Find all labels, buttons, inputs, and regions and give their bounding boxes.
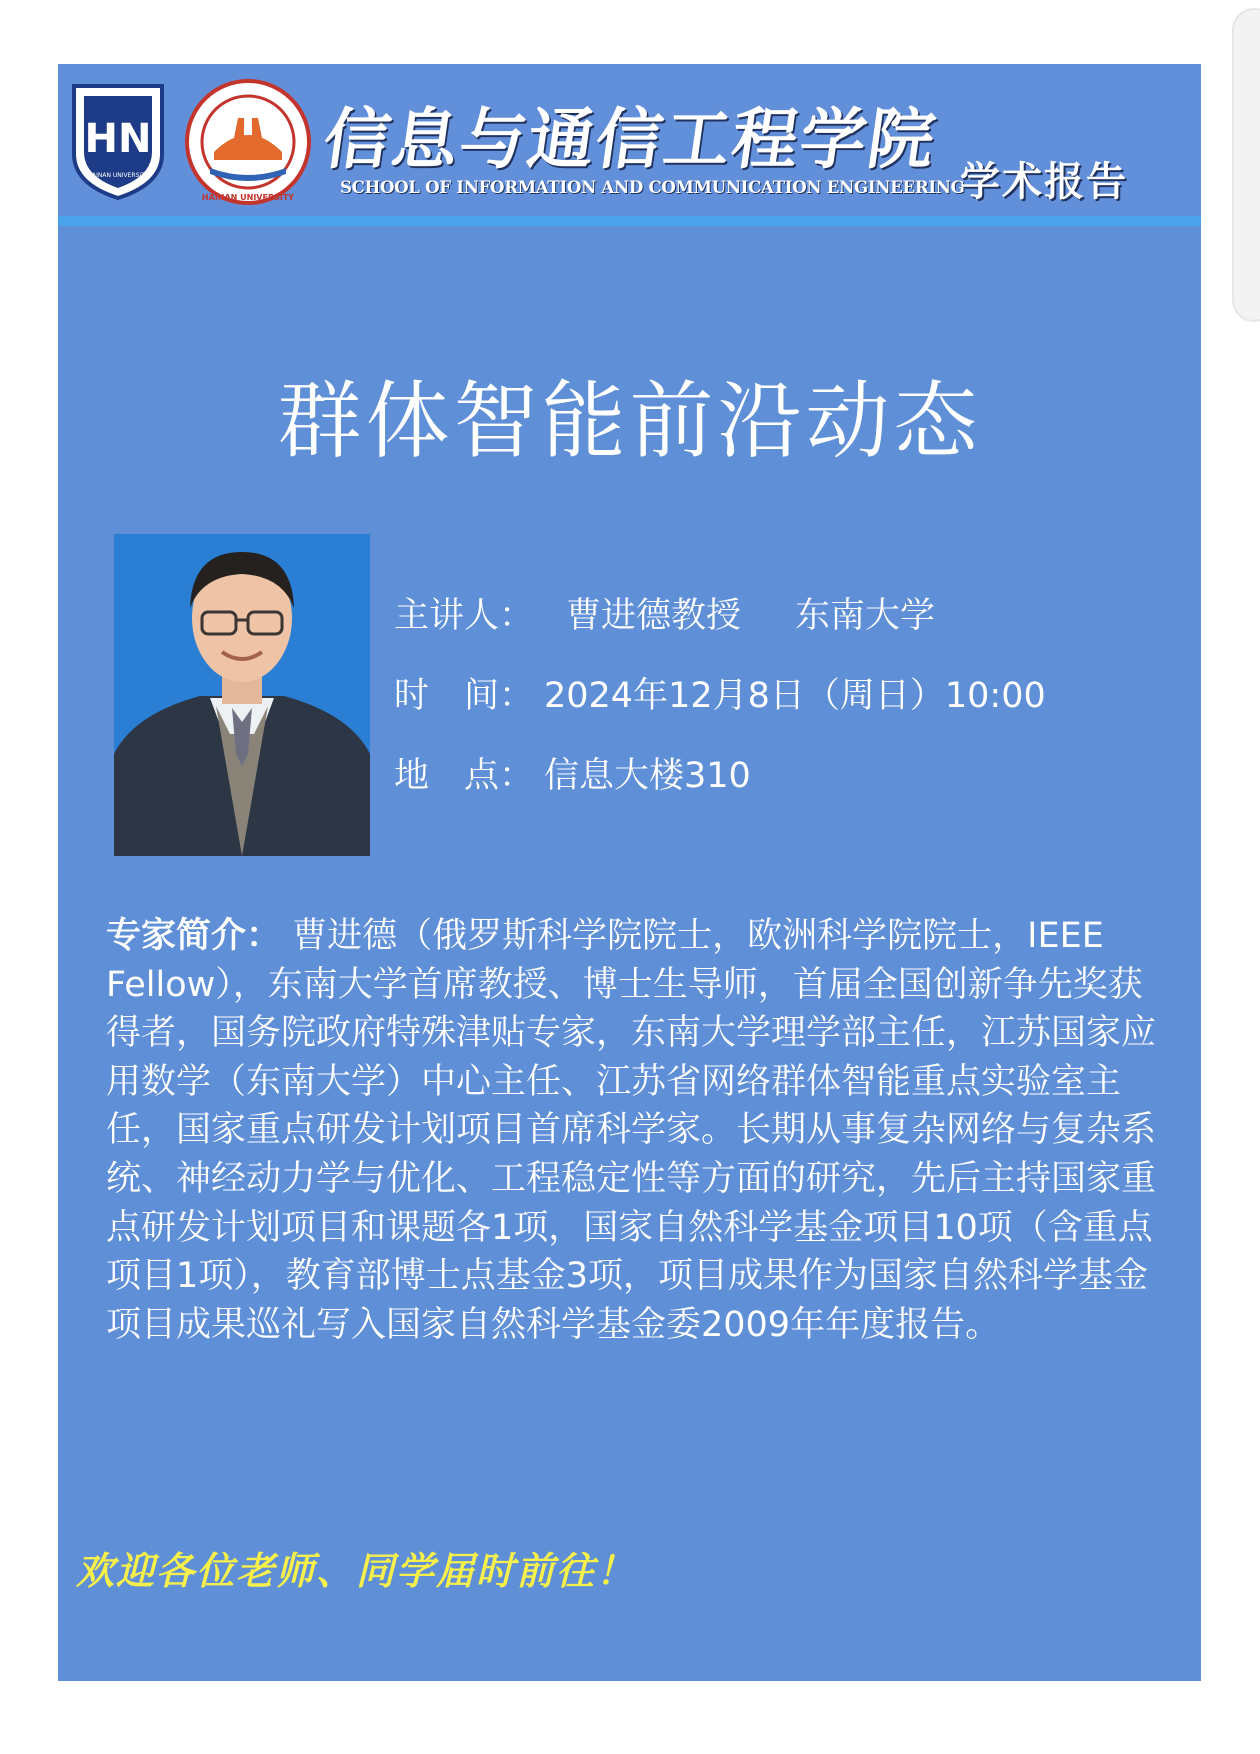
speaker-affiliation: 东南大学	[795, 596, 936, 636]
report-type-tag: 学术报告	[960, 158, 1128, 205]
speaker-photo	[114, 534, 370, 856]
hainan-university-seal-icon	[184, 78, 312, 206]
time-label: 时 间：	[394, 676, 535, 716]
poster-header	[58, 64, 1201, 216]
time-value: 2024年12月8日（周日）10:00	[544, 676, 1046, 716]
lecture-title: 群体智能前沿动态	[277, 372, 982, 470]
speaker-bio	[106, 912, 1166, 1349]
poster	[58, 64, 1201, 1681]
hu-logo-ring-text: HAINAN UNIVERSITY	[201, 193, 295, 202]
scroll-edge-handle[interactable]	[1232, 8, 1260, 322]
bio-text: 曹进德（俄罗斯科学院院士，欧洲科学院院士，IEEE Fellow），东南大学首席教授、博士生导师，首届全国创新争先奖获得者，国务院政府特殊津贴专家，东南大学理学部主任，江苏国家应用数学（东南大学）中心主任、江苏省网络群体智能重点实验室主任，国家重点研发计划项目首席科学家。长期从事复杂网络与复杂系统、神经动力学与优化、工程稳定性等方面的研究，先后主持国家重点研发计划项目和课题各1项，国家自然科学基金项目10项（含重点项目1项），教育部博士点基金3项，项目成果作为国家自然科学基金项目成果巡礼写入国家自然科学基金委2009年年度报告。	[106, 916, 1157, 1345]
school-name-en: SCHOOL OF INFORMATION AND COMMUNICATION ENGINEERING	[340, 177, 965, 197]
speaker-label: 主讲人：	[394, 596, 535, 636]
info-place	[394, 748, 751, 798]
hn-logo-letters: HN	[84, 116, 152, 162]
speaker-name: 曹进德教授	[566, 596, 742, 636]
header-divider	[58, 216, 1201, 226]
info-speaker	[394, 588, 935, 638]
welcome-message: 欢迎各位老师、同学届时前往！	[76, 1548, 637, 1593]
hn-logo-ring-text: HAINAN UNIVERSITY	[87, 172, 149, 179]
info-time	[394, 668, 1046, 718]
place-label: 地 点：	[394, 756, 535, 796]
bio-label: 专家简介：	[106, 916, 282, 956]
school-name-cn: 信息与通信工程学院	[318, 100, 942, 178]
hn-university-logo-icon	[66, 76, 170, 202]
place-value: 信息大楼310	[544, 756, 751, 796]
